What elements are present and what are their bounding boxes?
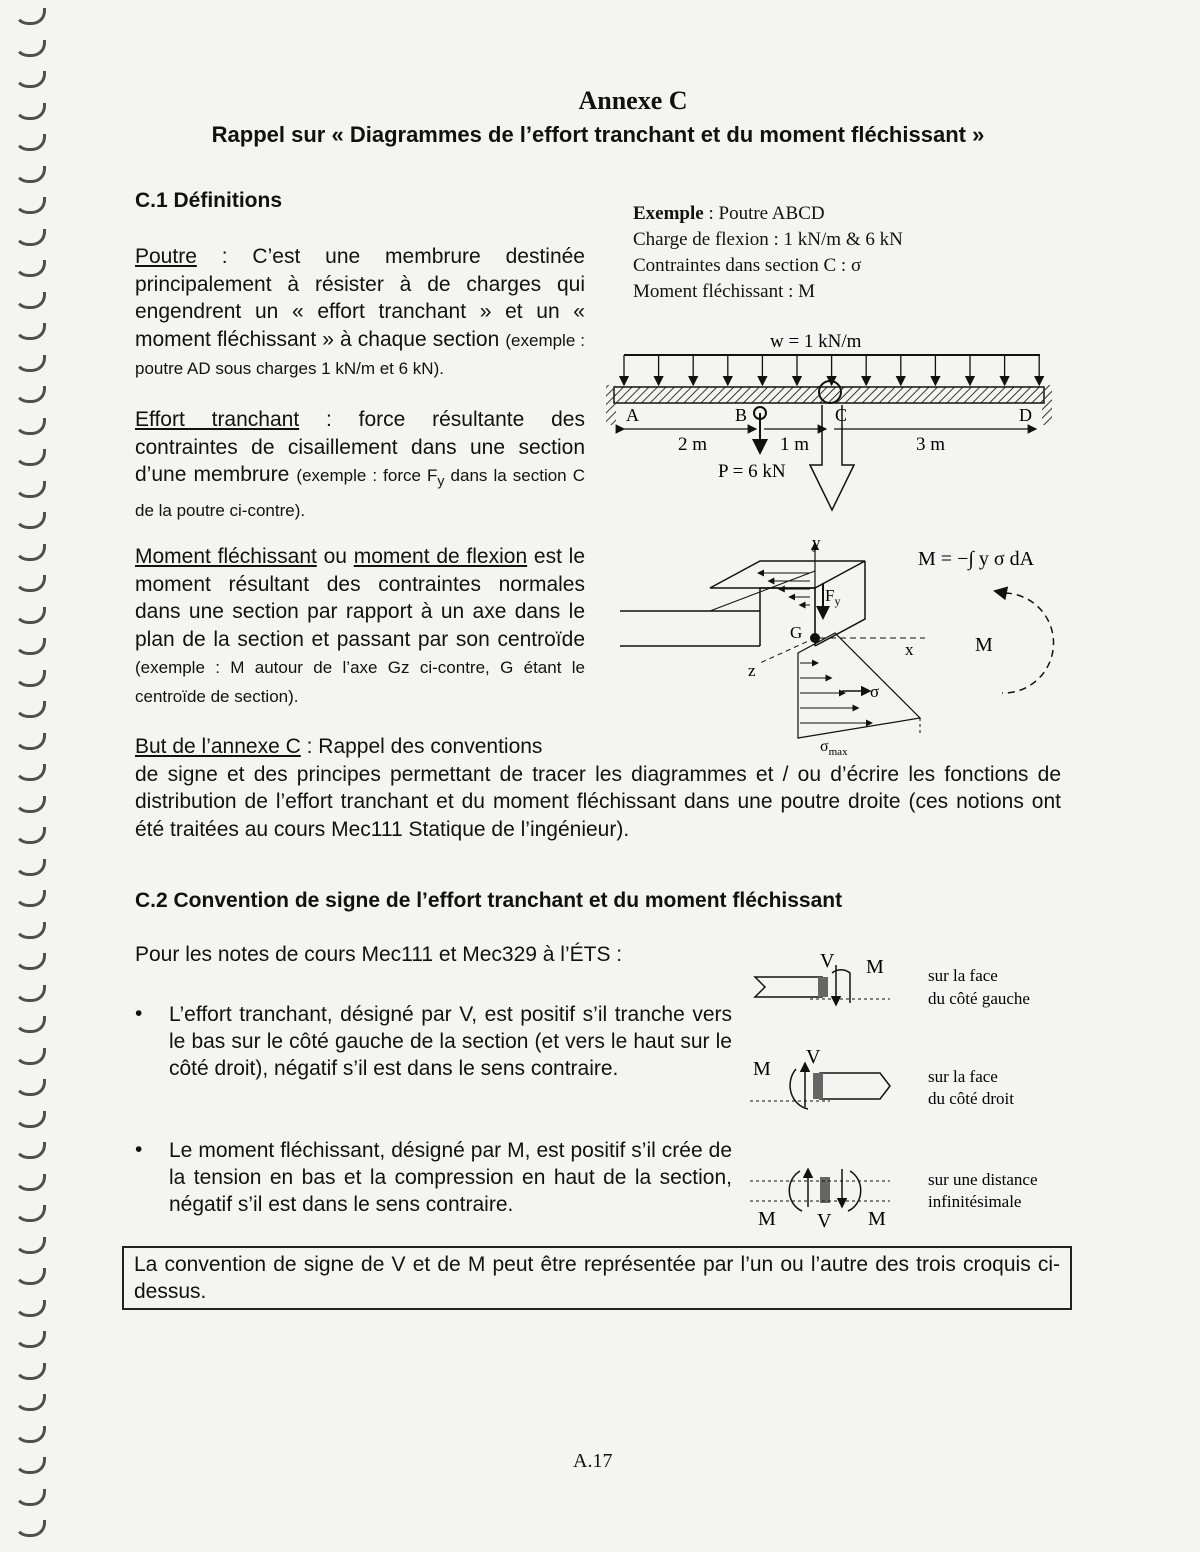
moment-example: (exemple : M autour de l’axe Gz ci-contre, G étant le centroïde de section).: [135, 658, 585, 706]
binding-ring: [14, 481, 46, 498]
binding-ring: [14, 701, 46, 718]
effort-text: : force résultante des contraintes de cisaillement dans une section d’une membrure: [135, 408, 585, 486]
section-heading-definitions: C.1 Définitions: [135, 189, 283, 212]
binding-ring: [14, 512, 46, 529]
svg-text:du côté droit: du côté droit: [928, 1089, 1014, 1108]
binding-ring: [14, 1457, 46, 1474]
centroid-g-label: G: [790, 623, 803, 642]
binding-ring: [14, 1174, 46, 1191]
effort-example: (exemple : force $F_y$ dans la section C de la poutre ci-contre).: [135, 466, 585, 520]
convention-intro: Pour les notes de cours Mec111 et Mec329 à l’ÉTS :: [135, 943, 623, 966]
svg-text:V: V: [817, 1210, 832, 1232]
beam: [614, 387, 1044, 403]
sketch-left-face: [755, 950, 1030, 1008]
binding-ring: [14, 1331, 46, 1348]
example-line-contraintes: Contraintes dans section C : σ: [633, 255, 862, 276]
point-b: B: [735, 405, 748, 425]
page-subtitle: Rappel sur « Diagrammes de l’effort tranchant et du moment fléchissant »: [211, 122, 985, 147]
binding-ring: [14, 449, 46, 466]
definition-moment: Moment fléchissant ou moment de flexion est le moment résultant des contraintes normales dans une section par rapport à un axe dans le plan de la section et passant par son centroïde (exemple : M autour de l’axe Gz ci-contre, G étant le centroïde de section).: [135, 545, 586, 706]
binding-ring: [14, 1111, 46, 1128]
svg-text:V: V: [806, 1046, 821, 1068]
but-annexe: But de l’annexe C : Rappel des conventions de signe et des principes permettant de tracer les diagrammes et / ou d’écrire les fonctions de distribution de l’effort tranchant et du moment fléchissant dans une poutre droite (ces notions ont été traitées au cours Mec111 Statique de l’ingénieur).: [135, 735, 1061, 841]
binding-ring: [14, 1489, 46, 1506]
stress-diagram: [620, 533, 1070, 763]
moment-m-label: M: [975, 634, 993, 656]
section-heading-convention: C.2 Convention de signe de l’effort tranchant et du moment fléchissant: [135, 889, 843, 912]
binding-ring: [14, 8, 46, 25]
binding-ring: [14, 292, 46, 309]
point-c: C: [835, 405, 848, 425]
term-moment-flexion: moment de flexion: [353, 545, 528, 568]
binding-ring: [14, 1394, 46, 1411]
binding-ring: [14, 890, 46, 907]
svg-text:M: M: [868, 1208, 886, 1230]
svg-text:sur la face: sur la face: [928, 966, 998, 985]
binding-ring: [14, 1268, 46, 1285]
binding-ring: [14, 1205, 46, 1222]
bullet-dot-2: •: [135, 1138, 143, 1161]
binding-ring: [14, 260, 46, 277]
svg-text:infinitésimale: infinitésimale: [928, 1192, 1022, 1211]
binding-ring: [14, 1300, 46, 1317]
binding-ring: [14, 418, 46, 435]
svg-text:M: M: [866, 956, 884, 978]
svg-text:M: M: [753, 1058, 771, 1080]
binding-ring: [14, 1363, 46, 1380]
binding-ring: [14, 1520, 46, 1537]
binding-ring: [14, 859, 46, 876]
section-cut-arrow: [810, 405, 854, 510]
binding-ring: [14, 575, 46, 592]
bullet-dot-1: •: [135, 1002, 143, 1025]
binding-ring: [14, 670, 46, 687]
poutre-text: : C’est une membrure destinée principalement à résister à de charges qui engendrent un « effort tranchant » et un « moment fléchissant » à chaque section: [135, 245, 585, 351]
example-line-moment: Moment fléchissant : M: [633, 281, 816, 302]
support-right: [1042, 385, 1052, 425]
fy-label: $F_y$: [825, 586, 841, 608]
page-title: Annexe C: [578, 86, 688, 115]
binding-ring: [14, 323, 46, 340]
sigma-max-label: $\sigma_{max}$: [820, 738, 848, 758]
sketch-infinitesimal: [750, 1169, 1038, 1232]
binding-ring: [14, 922, 46, 939]
bullet-moment-flechissant: Le moment fléchissant, désigné par M, est positif s’il crée de la tension en bas et la compression en haut de la section, négatif s’il est dans le sens contraire.: [169, 1139, 732, 1216]
beam-diagram: [600, 325, 1070, 525]
sign-convention-sketches: [750, 945, 1070, 1235]
axis-z-label: z: [748, 661, 756, 680]
span-cd: 3 m: [916, 434, 946, 455]
point-a: A: [626, 405, 639, 425]
binding-ring: [14, 985, 46, 1002]
svg-text:V: V: [820, 950, 835, 972]
binding-ring: [14, 1142, 46, 1159]
binding-ring: [14, 355, 46, 372]
moment-formula: M = −∫ y σ dA: [918, 548, 1035, 570]
binding-ring: [14, 1048, 46, 1065]
axis-x-label: x: [905, 640, 914, 659]
binding-ring: [14, 733, 46, 750]
definition-effort-tranchant: [135, 406, 585, 524]
binding-ring: [14, 1016, 46, 1033]
bullet-effort-tranchant: L’effort tranchant, désigné par V, est positif s’il tranche vers le bas sur le côté gauche de la section (et vers le haut sur le côté droit), négatif s’il est dans le sens contraire.: [169, 1003, 732, 1080]
binding-ring: [14, 607, 46, 624]
but-annexe-text: de signe et des principes permettant de tracer les diagrammes et / ou d’écrire les fonctions de distribution de l’effort tranchant et du moment fléchissant dans une poutre droite (ces notions ont été traitées au cours Mec111 Statique de l’ingénieur).: [135, 762, 1061, 841]
binding-ring: [14, 827, 46, 844]
sigma-label: σ: [870, 682, 880, 701]
example-block: Exemple : Poutre ABCD Charge de flexion : 1 kN/m & 6 kN Contraintes dans section C : σ Moment fléchissant : M: [633, 201, 903, 305]
boxed-note: La convention de signe de V et de M peut être représentée par l’un ou l’autre des trois croquis ci-dessus.: [122, 1246, 1072, 1310]
span-ab: 2 m: [678, 434, 708, 455]
definition-poutre: [135, 243, 585, 383]
example-line-charge: Charge de flexion : 1 kN/m & 6 kN: [633, 229, 903, 250]
svg-text:sur une distance: sur une distance: [928, 1170, 1038, 1189]
svg-text:sur la face: sur la face: [928, 1067, 998, 1086]
term-but-annexe: But de l’annexe C: [135, 735, 301, 758]
term-moment-flechissant: Moment fléchissant: [135, 545, 317, 568]
support-left: [606, 385, 616, 425]
span-bc: 1 m: [780, 434, 810, 455]
binding-ring: [14, 166, 46, 183]
binding-ring: [14, 544, 46, 561]
svg-text:M: M: [758, 1208, 776, 1230]
binding-ring: [14, 386, 46, 403]
binding-ring: [14, 1237, 46, 1254]
example-label: Exemple: [633, 203, 704, 224]
binding-ring: [14, 796, 46, 813]
force-label: P = 6 kN: [718, 461, 786, 482]
binding-ring: [14, 197, 46, 214]
page-number: A.17: [573, 1450, 613, 1472]
binding-ring: [14, 40, 46, 57]
point-d: D: [1019, 405, 1032, 425]
binding-ring: [14, 764, 46, 781]
sketch-right-face: [750, 1046, 1014, 1109]
load-label: w = 1 kN/m: [770, 331, 862, 352]
term-poutre: Poutre: [135, 245, 197, 268]
binding-ring: [14, 953, 46, 970]
binding-ring: [14, 638, 46, 655]
axis-y-label: y: [812, 533, 821, 552]
term-effort-tranchant: Effort tranchant: [135, 408, 300, 431]
svg-text:du côté gauche: du côté gauche: [928, 989, 1030, 1008]
binding-ring: [14, 1426, 46, 1443]
binding-ring: [14, 229, 46, 246]
binding-ring: [14, 1079, 46, 1096]
poutre-example: (exemple : poutre AD sous charges 1 kN/m et 6 kN).: [135, 330, 585, 378]
